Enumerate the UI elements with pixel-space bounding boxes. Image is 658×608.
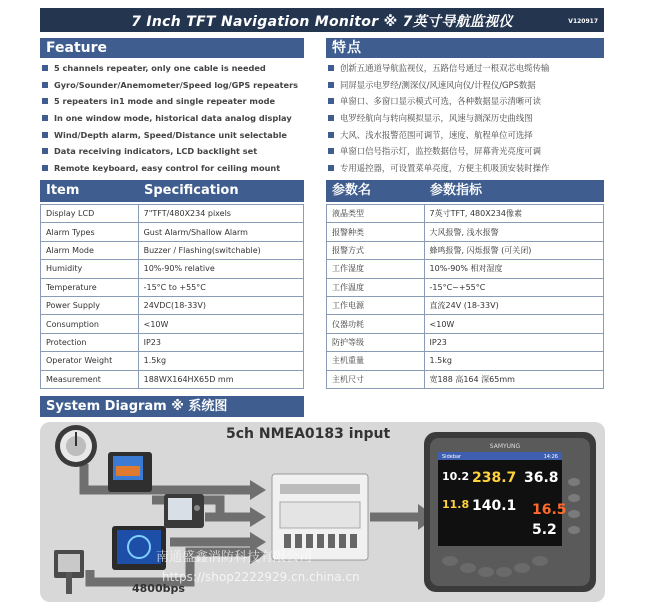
list-item: 创新五通道导航监视仪，五路信号通过一根双芯电缆传输 bbox=[326, 60, 604, 77]
table-cell-item: Protection bbox=[41, 333, 139, 351]
table-row bbox=[327, 223, 604, 241]
table-row bbox=[327, 333, 604, 351]
table-cell-spec: 宽188 高164 深65mm bbox=[424, 370, 603, 388]
table-cell-item: Measurement bbox=[41, 370, 139, 388]
table-cell-spec: 10%-90% 相对湿度 bbox=[424, 260, 603, 278]
gps-icon bbox=[164, 494, 204, 528]
table-row bbox=[41, 241, 304, 259]
table-cell-spec: 大风报警, 浅水报警 bbox=[424, 223, 603, 241]
table-cell-spec: <10W bbox=[138, 315, 303, 333]
spec-cn-col-spec: 参数指标 bbox=[430, 183, 483, 198]
list-item: 5 repeaters in1 mode and single repeater mode bbox=[40, 93, 304, 110]
table-cell-spec: 7"TFT/480X234 pixels bbox=[138, 205, 303, 223]
spec-col-item: Item bbox=[46, 183, 80, 198]
table-row bbox=[327, 370, 604, 388]
table-cell-item: 液晶类型 bbox=[327, 205, 425, 223]
table-cell-item: Display LCD bbox=[41, 205, 139, 223]
screen-header: Sidebar bbox=[442, 454, 462, 460]
table-cell-item: 报警种类 bbox=[327, 223, 425, 241]
arrow-head bbox=[250, 480, 266, 500]
monitor-brand: SAMYUNG bbox=[489, 443, 521, 450]
spec-cn-table-header bbox=[326, 180, 604, 202]
table-cell-item: Operator Weight bbox=[41, 352, 139, 370]
gyro-compass-icon bbox=[55, 425, 97, 467]
table-row bbox=[41, 205, 304, 223]
watermark-url: https://shop2222929.cn.china.cn bbox=[162, 570, 360, 584]
feature-cn-heading: 特点 bbox=[326, 38, 604, 58]
feature-cn-list bbox=[326, 60, 604, 177]
sounder-icon bbox=[108, 452, 152, 492]
spec-cn-col-item: 参数名 bbox=[332, 183, 372, 198]
version-label: V120917 bbox=[568, 18, 598, 25]
list-item: Remote keyboard, easy control for ceiling mount bbox=[40, 160, 304, 177]
table-row bbox=[41, 223, 304, 241]
screen-time: 14:26 bbox=[543, 454, 558, 460]
list-item: Gyro/Sounder/Anemometer/Speed log/GPS repeaters bbox=[40, 77, 304, 94]
table-cell-spec: IP23 bbox=[424, 333, 603, 351]
list-item: 同屏显示电罗经/测深仪/风速风向仪/计程仪/GPS数据 bbox=[326, 77, 604, 94]
table-cell-spec: 188WX164HX65D mm bbox=[138, 370, 303, 388]
table-row bbox=[41, 370, 304, 388]
table-cell-item: 工作温度 bbox=[327, 278, 425, 296]
list-item: 5 channels repeater, only one cable is needed bbox=[40, 60, 304, 77]
list-item: 单窗口、多窗口显示模式可选，各种数据显示清晰可读 bbox=[326, 93, 604, 110]
spec-table-header bbox=[40, 180, 304, 202]
screen-value: 140.1 bbox=[472, 498, 517, 514]
table-row bbox=[41, 278, 304, 296]
table-row bbox=[327, 205, 604, 223]
table-row bbox=[327, 352, 604, 370]
table-cell-item: 主机重量 bbox=[327, 352, 425, 370]
table-cell-item: 报警方式 bbox=[327, 241, 425, 259]
feature-heading: Feature bbox=[40, 38, 304, 58]
feature-list bbox=[40, 60, 304, 177]
title-bar bbox=[40, 8, 604, 32]
table-row bbox=[327, 241, 604, 259]
spec-table bbox=[40, 204, 304, 389]
table-cell-spec: -15°C to +55°C bbox=[138, 278, 303, 296]
table-cell-item: Alarm Mode bbox=[41, 241, 139, 259]
table-cell-item: 工作湿度 bbox=[327, 260, 425, 278]
list-item: Wind/Depth alarm, Speed/Distance unit selectable bbox=[40, 127, 304, 144]
table-cell-item: 主机尺寸 bbox=[327, 370, 425, 388]
table-cell-spec: <10W bbox=[424, 315, 603, 333]
list-item: 专用遥控器，可设置菜单亮度，方便主机吸顶安装时操作 bbox=[326, 160, 604, 177]
table-row bbox=[41, 296, 304, 314]
table-cell-spec: Gust Alarm/Shallow Alarm bbox=[138, 223, 303, 241]
spec-cn-table bbox=[326, 204, 604, 389]
table-cell-item: Temperature bbox=[41, 278, 139, 296]
table-cell-item: 工作电源 bbox=[327, 296, 425, 314]
screen-value: 238.7 bbox=[472, 470, 517, 486]
table-cell-spec: -15°C~+55°C bbox=[424, 278, 603, 296]
table-row bbox=[327, 260, 604, 278]
table-cell-item: Alarm Types bbox=[41, 223, 139, 241]
table-row bbox=[41, 315, 304, 333]
list-item: 电罗经航向与转向模拟显示，风速与测深历史曲线图 bbox=[326, 110, 604, 127]
table-cell-spec: 1.5kg bbox=[138, 352, 303, 370]
table-cell-item: 防护等级 bbox=[327, 333, 425, 351]
screen-value: 11.8 bbox=[442, 498, 470, 511]
table-cell-spec: 7英寸TFT, 480X234像素 bbox=[424, 205, 603, 223]
list-item: In one window mode, historical data analog display bbox=[40, 110, 304, 127]
spec-col-spec: Specification bbox=[144, 183, 239, 198]
list-item: 单窗口信号指示灯，监控数据信号，屏幕背光亮度可调 bbox=[326, 143, 604, 160]
speed-log-icon bbox=[54, 550, 84, 594]
table-cell-spec: 直流24V (18-33V) bbox=[424, 296, 603, 314]
table-cell-item: Humidity bbox=[41, 260, 139, 278]
table-cell-spec: IP23 bbox=[138, 333, 303, 351]
screen-value: 10.2 bbox=[442, 470, 470, 483]
table-row bbox=[327, 315, 604, 333]
nmea-label: 5ch NMEA0183 input bbox=[226, 426, 391, 442]
screen-value: 16.5 bbox=[532, 502, 567, 518]
table-row bbox=[41, 260, 304, 278]
table-cell-spec: 蜂鸣报警, 闪烁报警 (可关闭) bbox=[424, 241, 603, 259]
table-cell-spec: 24VDC(18-33V) bbox=[138, 296, 303, 314]
table-cell-spec: Buzzer / Flashing(switchable) bbox=[138, 241, 303, 259]
table-cell-item: Power Supply bbox=[41, 296, 139, 314]
table-cell-item: Consumption bbox=[41, 315, 139, 333]
baud-label: 4800bps bbox=[132, 582, 185, 595]
screen-value: 36.8 bbox=[524, 470, 559, 486]
table-row bbox=[41, 352, 304, 370]
system-diagram-heading: System Diagram ※ 系统图 bbox=[40, 396, 304, 417]
page-title: 7 Inch TFT Navigation Monitor ※ 7英寸导航监视仪 bbox=[131, 14, 513, 30]
table-cell-item: 仪器功耗 bbox=[327, 315, 425, 333]
table-row bbox=[327, 296, 604, 314]
table-cell-spec: 10%-90% relative bbox=[138, 260, 303, 278]
table-row bbox=[327, 278, 604, 296]
navigation-monitor-icon bbox=[424, 432, 596, 592]
screen-value: 5.2 bbox=[532, 522, 557, 538]
arrow-head bbox=[250, 507, 266, 527]
table-cell-spec: 1.5kg bbox=[424, 352, 603, 370]
table-row bbox=[41, 333, 304, 351]
list-item: Data receiving indicators, LCD backlight set bbox=[40, 143, 304, 160]
watermark-company: 南通盛鑫消防科技有限公司 bbox=[156, 550, 313, 565]
system-diagram bbox=[40, 422, 605, 602]
list-item: 大风、浅水报警范围可调节，速度、航程单位可选择 bbox=[326, 127, 604, 144]
